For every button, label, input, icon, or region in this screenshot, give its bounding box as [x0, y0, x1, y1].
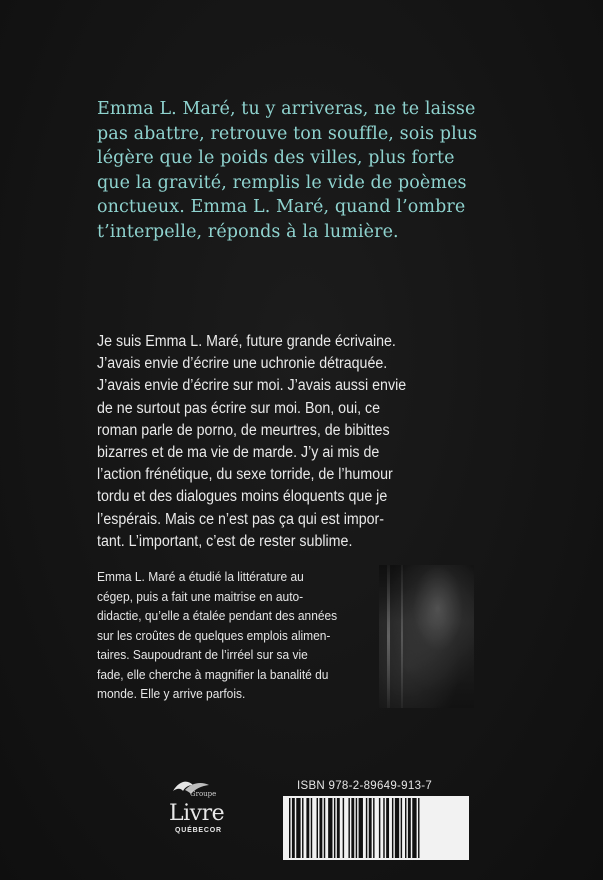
blurb-line: tordu et des dialogues moins éloquents que je [97, 488, 388, 506]
barcode-bar [392, 798, 393, 858]
quote-line: légère que le poids des villes, plus forte [97, 148, 455, 168]
barcode-bar [418, 798, 419, 858]
bio-line: didactie, qu’elle a étalée pendant des années [97, 609, 338, 623]
bio-line: Emma L. Maré a étudié la littérature au [97, 570, 304, 584]
barcode-bar [289, 798, 290, 858]
barcode-bar [337, 798, 340, 858]
barcode-bar [306, 798, 309, 858]
author-photo [379, 565, 474, 708]
isbn-number: ISBN 978-2-89649-913-7 [297, 780, 433, 792]
barcode-bar [348, 798, 349, 858]
barcode-bar [369, 798, 372, 858]
publisher-livre: Livre [169, 801, 225, 826]
photo-light-streak [401, 565, 403, 708]
quote-line: Emma L. Maré, tu y arriveras, ne te laisse [97, 99, 476, 119]
barcode-bar [328, 798, 332, 858]
barcode-bar [317, 798, 318, 858]
photo-light-streak [387, 565, 390, 708]
barcode-bar [373, 798, 374, 858]
quote-line: que la gravité, remplis le vide de poèmes [97, 172, 467, 193]
barcode-bar [343, 798, 344, 858]
bio-line: sur les croûtes de quelques emplois alimen- [97, 628, 331, 643]
bio-line: cégep, puis a fait une maitrise en auto- [97, 589, 304, 604]
bio-line: fade, elle cherche à magnifier la banalité du [97, 667, 329, 682]
blurb-line: roman parle de porno, de meurtres, de bibittes [97, 421, 390, 439]
barcode-bar [412, 798, 416, 858]
barcode-bar [401, 798, 402, 858]
barcode-bar [302, 798, 303, 858]
quote-line: onctueux. Emma L. Maré, quand l’ombre [97, 197, 466, 217]
barcode [283, 796, 469, 860]
barcode-bar [405, 798, 406, 858]
publisher-groupe: Groupe [190, 790, 217, 798]
blurb-line: tant. L’important, c’est de rester sublime. [97, 532, 353, 550]
barcode-bar [386, 798, 389, 858]
bio-line: taires. Saupoudrant de l’irréel sur sa vie [97, 648, 308, 662]
publisher-logo [157, 777, 237, 852]
blurb-line: Je suis Emma L. Maré, future grande écrivaine. [97, 333, 396, 350]
barcode-bar [356, 798, 357, 858]
blurb-line: J’avais envie d’écrire sur moi. J’avais aussi envie [97, 377, 407, 395]
barcode-bar [319, 798, 322, 858]
publisher-quebecor: QUÉBECOR [175, 827, 222, 834]
barcode-bar [296, 798, 300, 858]
barcode-bar [292, 798, 295, 858]
blurb-line: bizarres et de ma vie de marde. J’y ai mis de [97, 444, 380, 462]
quote-line: t’interpelle, réponds à la lumière. [97, 221, 399, 242]
blurb-line: l’espérais. Mais ce n’est pas ça qui est impor- [97, 510, 385, 528]
barcode-bar [366, 798, 367, 858]
barcode-bar [334, 798, 335, 858]
book-blurb [97, 331, 488, 553]
barcode-bar [383, 798, 384, 858]
barcode-bar [395, 798, 399, 858]
blurb-line: de ne surtout pas écrire sur moi. Bon, oui, ce [97, 399, 381, 417]
blurb-line: l’action frénétique, du sexe torride, de l’humour [97, 466, 393, 484]
barcode-bar [359, 798, 363, 858]
barcode-bar [351, 798, 354, 858]
bio-line: monde. Elle y arrive parfois. [97, 687, 246, 701]
barcode-bar [324, 798, 325, 858]
blurb-line: J’avais envie d’écrire une uchronie détraquée. [97, 355, 388, 373]
author-bio [97, 568, 382, 705]
quote-line: pas abattre, retrouve ton souffle, sois plus [97, 123, 478, 144]
barcode-bars [289, 798, 463, 858]
barcode-bar [379, 798, 380, 858]
barcode-bar [311, 798, 312, 858]
barcode-bar [408, 798, 411, 858]
pull-quote [97, 97, 527, 244]
